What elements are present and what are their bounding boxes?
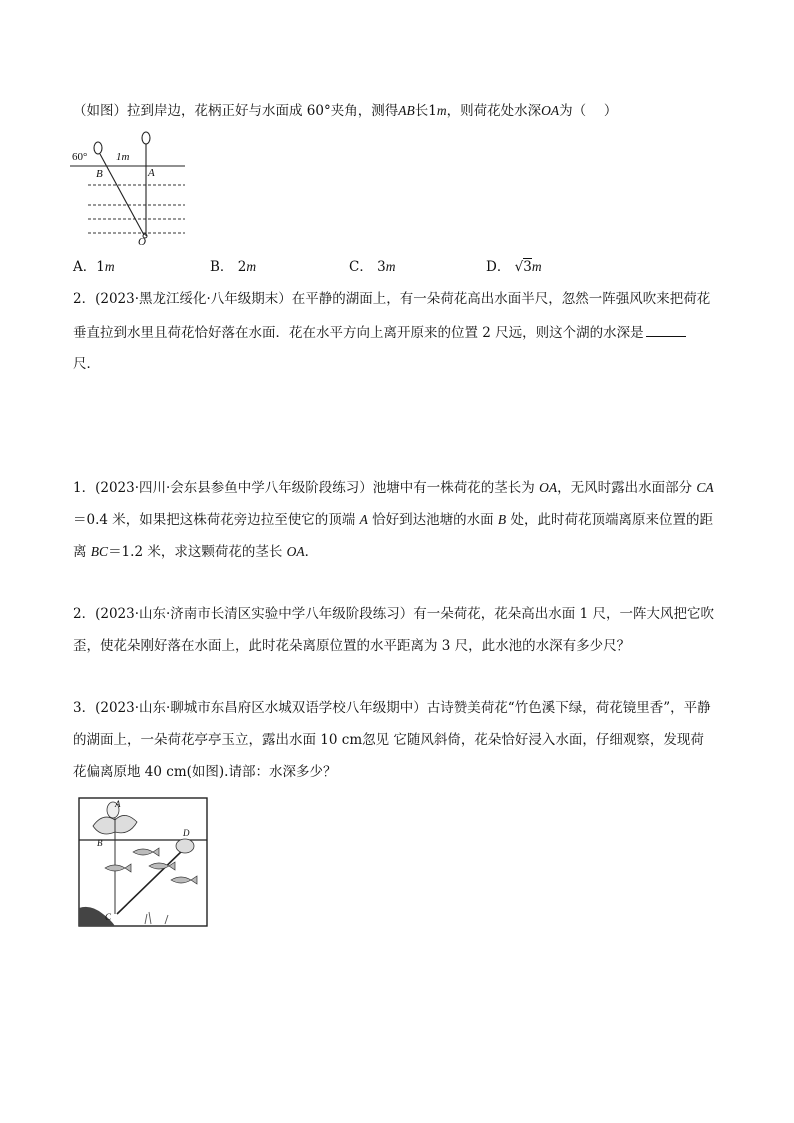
p1-CA: CA — [696, 480, 714, 495]
p1-text-3b: ＝1.2 米，求这颗荷花的茎长 — [108, 544, 287, 560]
intro-text-a: （如图）拉到岸边，花柄正好与水面成 60°夹角，测得 — [73, 103, 399, 119]
figure-pond-illustration — [75, 796, 211, 936]
p1-A: A — [359, 512, 368, 527]
segment-OA: OA — [541, 103, 560, 118]
intro-text-c: ，则荷花处水深 — [446, 103, 542, 119]
option-c-unit: m — [385, 259, 396, 274]
p2-line-2: 歪，使花朵刚好落在水面上，此时花朵离原位置的水平距离为 3 尺，此水池的水深有多少尺？ — [73, 638, 631, 654]
option-c — [349, 258, 395, 276]
p3-line-3: 花偏离原地 40 cm(如图).请部：水深多少？ — [73, 764, 337, 780]
option-b-value: 2 — [237, 259, 247, 275]
p1-line-2 — [73, 510, 713, 530]
p2-line-1: 2．(2023·山东·济南市长清区实验中学八年级阶段练习）有一朵荷花，花朵高出水面 1 尺，一阵大风把它吹 — [73, 606, 714, 622]
q2a-line-1: 2．(2023·黑龙江绥化·八年级期末）在平静的湖面上，有一朵荷花高出水面半尺，忽然一阵强风吹来把荷花 — [73, 291, 711, 307]
q2a-line-3: 尺． — [73, 356, 100, 372]
p1-text-2c: 处，此时荷花顶端离原来位置的距 — [506, 512, 713, 528]
p1-text-1b: ，无风时露出水面部分 — [557, 480, 697, 496]
option-a-value: 1 — [96, 259, 105, 275]
option-a — [73, 258, 115, 276]
length-label: 1m — [116, 151, 130, 163]
p1-OA-2: OA — [286, 544, 305, 559]
p3-line-2: 的湖面上，一朵荷花亭亭玉立，露出水面 10 cm忽见 它随风斜倚，花朵恰好浸入水面，仔细观察，发现荷 — [73, 732, 704, 748]
label-O: O — [138, 236, 146, 246]
answer-blank[interactable] — [646, 322, 686, 337]
figure-lotus-diagram — [70, 128, 195, 246]
option-c-letter: C． — [349, 259, 373, 275]
illustration-frame — [79, 798, 207, 926]
bent-flower-icon — [176, 839, 194, 853]
option-d — [486, 258, 542, 276]
option-a-unit: m — [104, 259, 115, 274]
p1-line-3 — [73, 542, 318, 562]
option-a-letter: A． — [73, 259, 97, 275]
p1-BC: BC — [90, 544, 109, 559]
p1-text-2b: 恰好到达池塘的水面 — [367, 512, 498, 528]
p1-text-3c: ． — [304, 544, 319, 560]
label-B: B — [97, 838, 103, 848]
flower-bent — [94, 142, 102, 154]
option-b-unit: m — [246, 259, 257, 274]
option-d-unit: m — [531, 259, 542, 274]
intro-line — [73, 101, 617, 121]
label-D: D — [183, 828, 190, 838]
option-d-letter: D． — [486, 259, 511, 275]
p3-line-1: 3．(2023·山东·聊城市东昌府区水城双语学校八年级期中）古诗赞美荷花“竹色溪下绿，荷花镜里香”，平静 — [73, 700, 711, 716]
p1-line-1 — [73, 478, 714, 498]
option-b — [210, 258, 256, 276]
intro-text-d: 为（ ） — [559, 103, 618, 119]
label-A: A — [115, 799, 121, 809]
intro-text-b: 长1 — [414, 103, 437, 119]
segment-AB: AB — [398, 103, 415, 118]
flower-top — [142, 132, 150, 144]
option-c-value: 3 — [377, 259, 386, 275]
unit-m: m — [436, 103, 447, 118]
option-d-value: 3 — [523, 259, 532, 275]
p1-text-2a: ＝0.4 米，如果把这株荷花旁边拉至使它的顶端 — [73, 512, 360, 528]
option-b-letter: B． — [210, 259, 234, 275]
p1-text-1a: 1．(2023·四川·会东县参鱼中学八年级阶段练习）池塘中有一株荷花的茎长为 — [73, 480, 540, 496]
p1-B: B — [497, 512, 507, 527]
label-C: C — [105, 912, 112, 922]
p1-OA: OA — [539, 480, 558, 495]
angle-label: 60° — [72, 151, 88, 163]
radical-sign: √ — [514, 259, 524, 275]
label-B: B — [96, 168, 103, 180]
label-A: A — [148, 167, 155, 179]
p1-text-3a: 离 — [73, 544, 91, 560]
q2a-line-2-text: 垂直拉到水里且荷花恰好落在水面．花在水平方向上离开原来的位置 2 尺远，则这个湖的水深是 — [73, 325, 644, 341]
q2a-line-2 — [73, 322, 686, 343]
